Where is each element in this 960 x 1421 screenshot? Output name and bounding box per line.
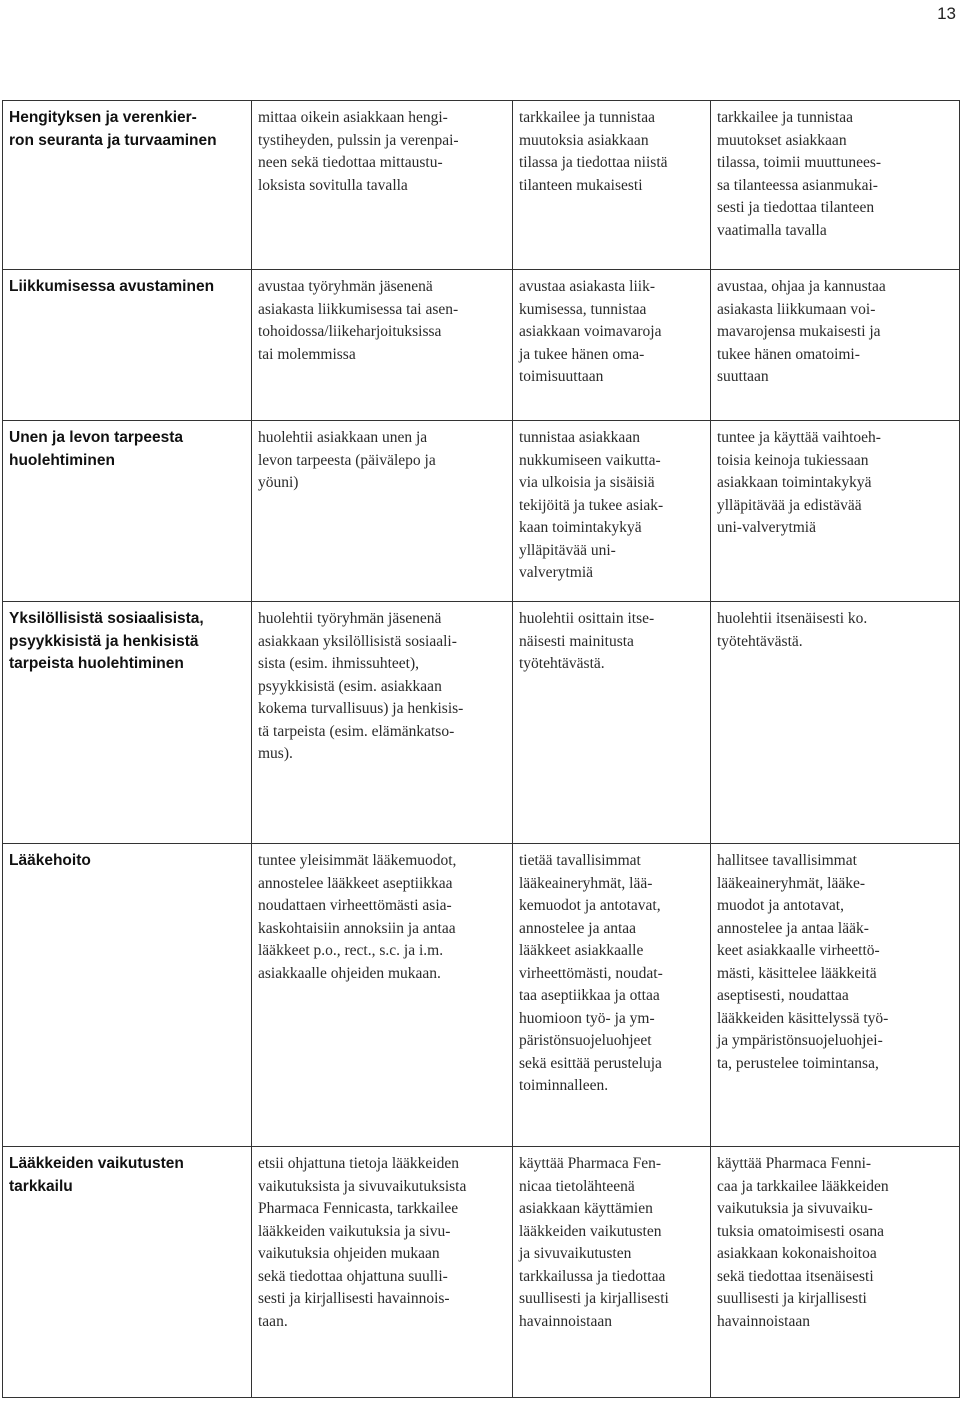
criteria-cell: tunnistaa asiakkaan nukkumiseen vaikutta- via ulkoisia ja sisäisiä tekijöitä ja tukee asiak- kaan toimintakykyä ylläpitävää uni- valverytmiä (513, 421, 711, 602)
criteria-cell: käyttää Pharmaca Fen- nicaa tietolähteenä asiakkaan käyttämien lääkkeiden vaikutusten ja sivuvaikutusten tarkkailussa ja tiedottaa suullisesti ja kirjallisesti havainnoistaan (513, 1147, 711, 1398)
criteria-cell: avustaa asiakasta liik- kumisessa, tunnistaa asiakkaan voimavaroja ja tukee hänen oma- toimisuuttaan (513, 270, 711, 421)
criteria-cell: mittaa oikein asiakkaan hengi- tystiheyden, pulssin ja verenpai- neen sekä tiedottaa mittaustu- loksista sovitulla tavalla (252, 101, 513, 270)
table-row (3, 421, 960, 602)
criteria-cell: huolehtii osittain itse- näisesti mainitusta työtehtävästä. (513, 602, 711, 844)
row-area-title: Yksilöllisistä sosiaalisista, psyykkisistä ja henkisistä tarpeista huolehtiminen (3, 602, 252, 844)
criteria-cell: hallitsee tavallisimmat lääkeaineryhmät, lääke- muodot ja antotavat, annostelee ja antaa lääk- keet asiakkaalle virheettö- mästi, käsittelee lääkkeitä aseptisesti, noudattaa lääkkeiden käsittelyssä työ- ja ympäristönsuojeluohjei- ta, perustelee toimintansa, (711, 844, 960, 1147)
criteria-cell: huolehtii työryhmän jäsenenä asiakkaan yksilöllisistä sosiaali- sista (esim. ihmissuhteet), psyykkisistä (esim. asiakkaan kokema turvallisuus) ja henkisis- tä tarpeista (esim. elämänkatso- mus). (252, 602, 513, 844)
page-number: 13 (937, 4, 956, 23)
criteria-cell: tarkkailee ja tunnistaa muutoksia asiakkaan tilassa ja tiedottaa niistä tilanteen mukaisesti (513, 101, 711, 270)
criteria-cell: etsii ohjattuna tietoja lääkkeiden vaikutuksista ja sivuvaikutuksista Pharmaca Fennicasta, tarkkailee lääkkeiden vaikutuksia ja sivu- vaikutuksia ohjeiden mukaan sekä tiedottaa ohjattuna suulli- sesti ja kirjallisesti havainnois- taan. (252, 1147, 513, 1398)
criteria-cell: avustaa työryhmän jäsenenä asiakasta liikkumisessa tai asen- tohoidossa/liikeharjoituksissa tai molemmissa (252, 270, 513, 421)
criteria-cell: tietää tavallisimmat lääkeaineryhmät, lää- kemuodot ja antotavat, annostelee ja antaa lääkkeet asiakkaalle virheettömästi, noudat- taa aseptiikkaa ja ottaa huomioon työ- ja ym- päristönsuojeluohjeet sekä esittää perusteluja toiminnalleen. (513, 844, 711, 1147)
row-area-title: Liikkumisessa avustaminen (3, 270, 252, 421)
row-area-title: Unen ja levon tarpeesta huolehtiminen (3, 421, 252, 602)
table-row (3, 1147, 960, 1398)
criteria-cell: avustaa, ohjaa ja kannustaa asiakasta liikkumaan voi- mavarojensa mukaisesti ja tukee hänen omatoimi- suuttaan (711, 270, 960, 421)
table-row (3, 101, 960, 270)
criteria-cell: huolehtii itsenäisesti ko. työtehtävästä. (711, 602, 960, 844)
table-row (3, 844, 960, 1147)
table-row (3, 602, 960, 844)
row-area-title: Lääkehoito (3, 844, 252, 1147)
criteria-cell: tuntee yleisimmät lääkemuodot, annostelee lääkkeet aseptiikkaa noudattaen virheettömästi asia- kaskohtaisiin annoksiin ja antaa lääkkeet p.o., rect., s.c. ja i.m. asiakkaalle ohjeiden mukaan. (252, 844, 513, 1147)
table-row (3, 270, 960, 421)
criteria-cell: huolehtii asiakkaan unen ja levon tarpeesta (päivälepo ja yöuni) (252, 421, 513, 602)
row-area-title: Lääkkeiden vaikutusten tarkkailu (3, 1147, 252, 1398)
criteria-cell: tarkkailee ja tunnistaa muutokset asiakkaan tilassa, toimii muuttunees- sa tilanteessa asianmukai- sesti ja tiedottaa tilanteen vaatimalla tavalla (711, 101, 960, 270)
competence-table (2, 100, 960, 1398)
criteria-cell: käyttää Pharmaca Fenni- caa ja tarkkailee lääkkeiden vaikutuksia ja sivuvaiku- tuksia omatoimisesti osana asiakkaan kokonaishoitoa sekä tiedottaa itsenäisesti suullisesti ja kirjallisesti havainnoistaan (711, 1147, 960, 1398)
row-area-title: Hengityksen ja verenkier- ron seuranta ja turvaaminen (3, 101, 252, 270)
criteria-cell: tuntee ja käyttää vaihtoeh- toisia keinoja tukiessaan asiakkaan toimintakykyä ylläpitävää ja edistävää uni-valverytmiä (711, 421, 960, 602)
